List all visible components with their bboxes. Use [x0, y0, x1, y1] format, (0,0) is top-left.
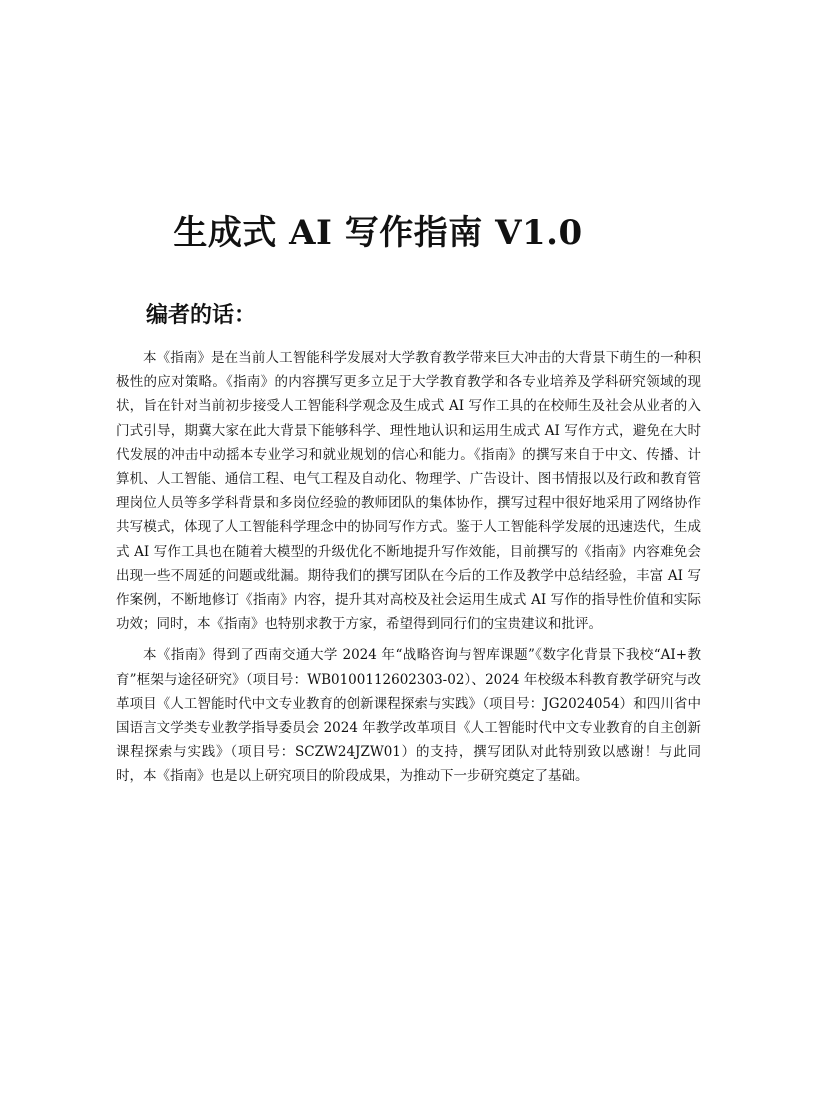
paragraph: 本《指南》是在当前人工智能科学发展对大学教育教学带来巨大冲击的大背景下萌生的一种积极性的应对策略。《指南》的内容撰写更多立足于大学教育教学和各专业培养及学科研究领域的现状，旨在针对当前初步接受人工智能科学观念及生成式 AI 写作工具的在校师生及社会从业者的入门式引导，期冀大家在此大背景下能够科学、理性地认识和运用生成式 AI 写作方式，避免在大时代发展的冲击中动摇本专业学习和就业规划的信心和能力。《指南》的撰写来自于中文、传播、计算机、人工智能、通信工程、电气工程及自动化、物理学、广告设计、图书情报以及行政和教育管理岗位人员等多学科背景和多岗位经验的教师团队的集体协作，撰写过程中很好地采用了网络协作共写模式，体现了人工智能科学理念中的协同写作方式。鉴于人工智能科学发展的迅速迭代，生成式 AI 写作工具也在随着大模型的升级优化不断地提升写作效能，目前撰写的《指南》内容难免会出现一些不周延的问题或纰漏。期待我们的撰写团队在今后的工作及教学中总结经验，丰富 AI 写作案例，不断地修订《指南》内容，提升其对高校及社会运用生成式 AI 写作的指导性价值和实际功效；同时，本《指南》也特别求教于方家，希望得到同行们的宝贵建议和批评。	[116, 350, 701, 633]
section-heading: 编者的话：	[146, 302, 257, 328]
body-text	[116, 346, 701, 796]
document-title: 生成式 AI 写作指南 V1.0	[173, 213, 583, 253]
paragraph: 本《指南》得到了西南交通大学 2024 年“战略咨询与智库课题”《数字化背景下我校“AI+教育”框架与途径研究》（项目号：WB0100112602303-02）、2024 年校级本科教育教学研究与改革项目《人工智能时代中文专业教育的创新课程探索与实践》（项目号：JG2024054）和四川省中国语言文学类专业教学指导委员会 2024 年教学改革项目《人工智能时代中文专业教育的自主创新课程探索与实践》（项目号：SCZW24JZW01）的支持，撰写团队对此特别致以感谢！与此同时，本《指南》也是以上研究项目的阶段成果，为推动下一步研究奠定了基础。	[116, 647, 701, 785]
